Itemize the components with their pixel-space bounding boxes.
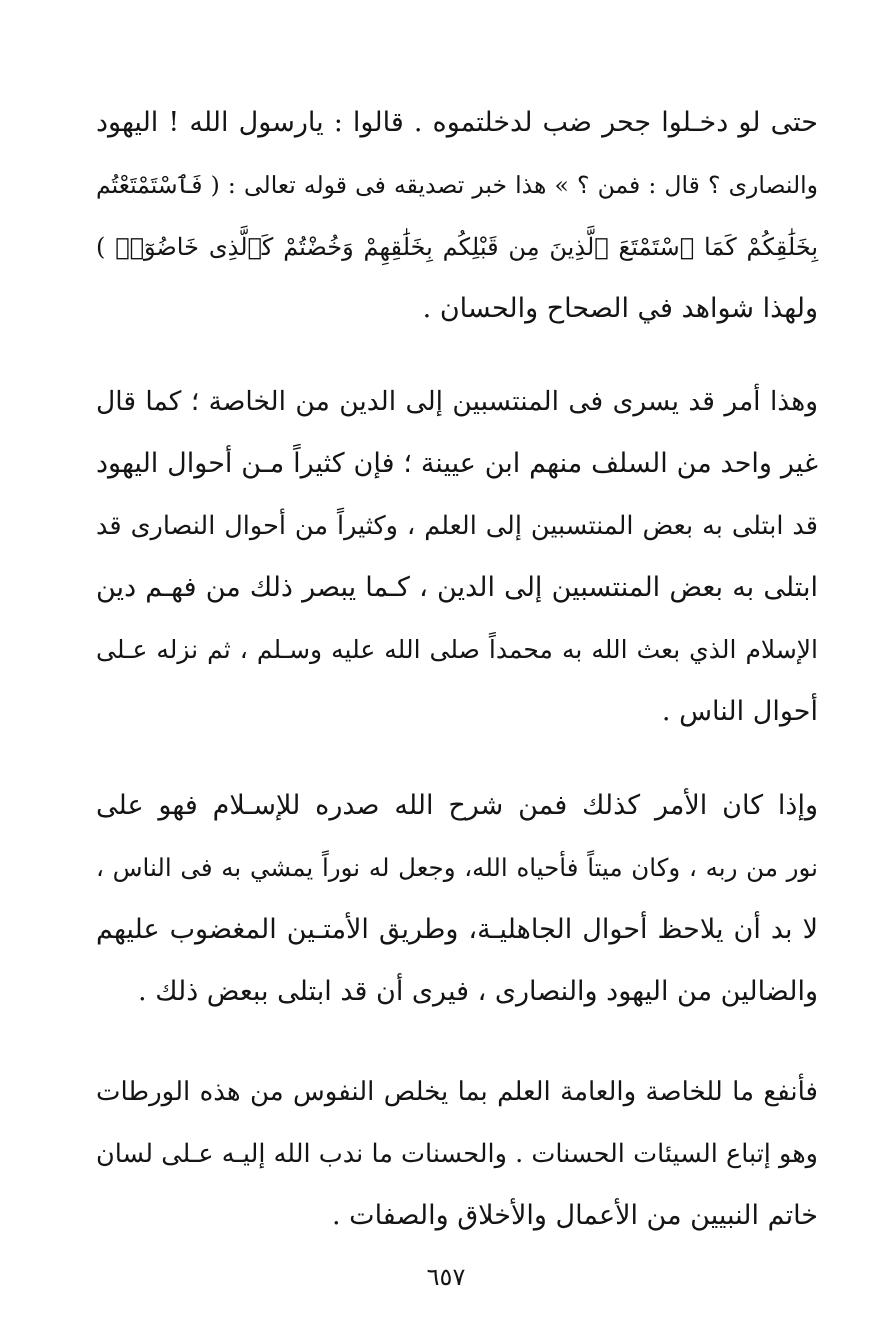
text-line: غير واحد من السلف منهم ابن عيينة ؛ فإن كثيراً مـن أحوال اليهود [96, 448, 818, 479]
text-line: لا بد أن يلاحظ أحوال الجاهليـة، وطريق الأمتـين المغضوب عليهم [96, 914, 818, 945]
text-line: وهذا أمر قد يسرى فى المنتسبين إلى الدين من الخاصة ؛ كما قال [96, 386, 818, 417]
text-line: نور من ربه ، وكان ميتاً فأحياه الله، وجعل له نوراً يمشي به فى الناس ، [96, 853, 818, 882]
text-line: ابتلى به بعض المنتسبين إلى الدين ، كـما يبصر ذلك من فهـم دين [96, 572, 818, 603]
text-line: والضالين من اليهود والنصارى ، فيرى أن قد ابتلى ببعض ذلك . [138, 976, 818, 1007]
page-number: ٦٥٧ [426, 1263, 466, 1291]
text-line: وإذا كان الأمر كذلك فمن شرح الله صدره للإسـلام فهو على [96, 790, 818, 821]
text-line: ولهذا شواهد في الصحاح والحسان . [422, 293, 818, 324]
text-line: وهو إتباع السيئات الحسنات . والحسنات ما ندب الله إليـه عـلى لسان [96, 1139, 818, 1169]
paragraph-1 [96, 92, 818, 340]
text-line: أحوال الناس . [661, 696, 818, 727]
quran-verse-line: بِخَلَٰقِكُمْ كَمَا ٱسْتَمْتَعَ ٱلَّذِينَ مِن قَبْلِكُم بِخَلَٰقِهِمْ وَخُضْتُمْ كَٱلَّذِى خَاضُوٓا۟ ) [96, 233, 818, 261]
text-line: خاتم النبيين من الأعمال والأخلاق والصفات . [332, 1200, 818, 1231]
paragraph-4 [96, 1061, 818, 1247]
text-line: والنصارى ؟ قال : فمن ؟ » هذا خبر تصديقه فى قوله تعالى : ( فَٱسْتَمْتَعْتُم [96, 171, 818, 199]
paragraph-2 [96, 371, 818, 743]
text-line: الإسلام الذي بعث الله به محمداً صلى الله عليه وسـلم ، ثم نزله عـلى [96, 635, 818, 664]
text-line: حتى لو دخـلوا جحر ضب لدخلتموه . قالوا : يارسول الله ! اليهود [96, 107, 818, 138]
paragraph-3 [96, 775, 818, 1023]
text-line: فأنفع ما للخاصة والعامة العلم بما يخلص النفوس من هذه الورطات [96, 1077, 818, 1107]
text-line: قد ابتلى به بعض المنتسبين إلى العلم ، وكثيراً من أحوال النصارى قد [96, 511, 818, 541]
